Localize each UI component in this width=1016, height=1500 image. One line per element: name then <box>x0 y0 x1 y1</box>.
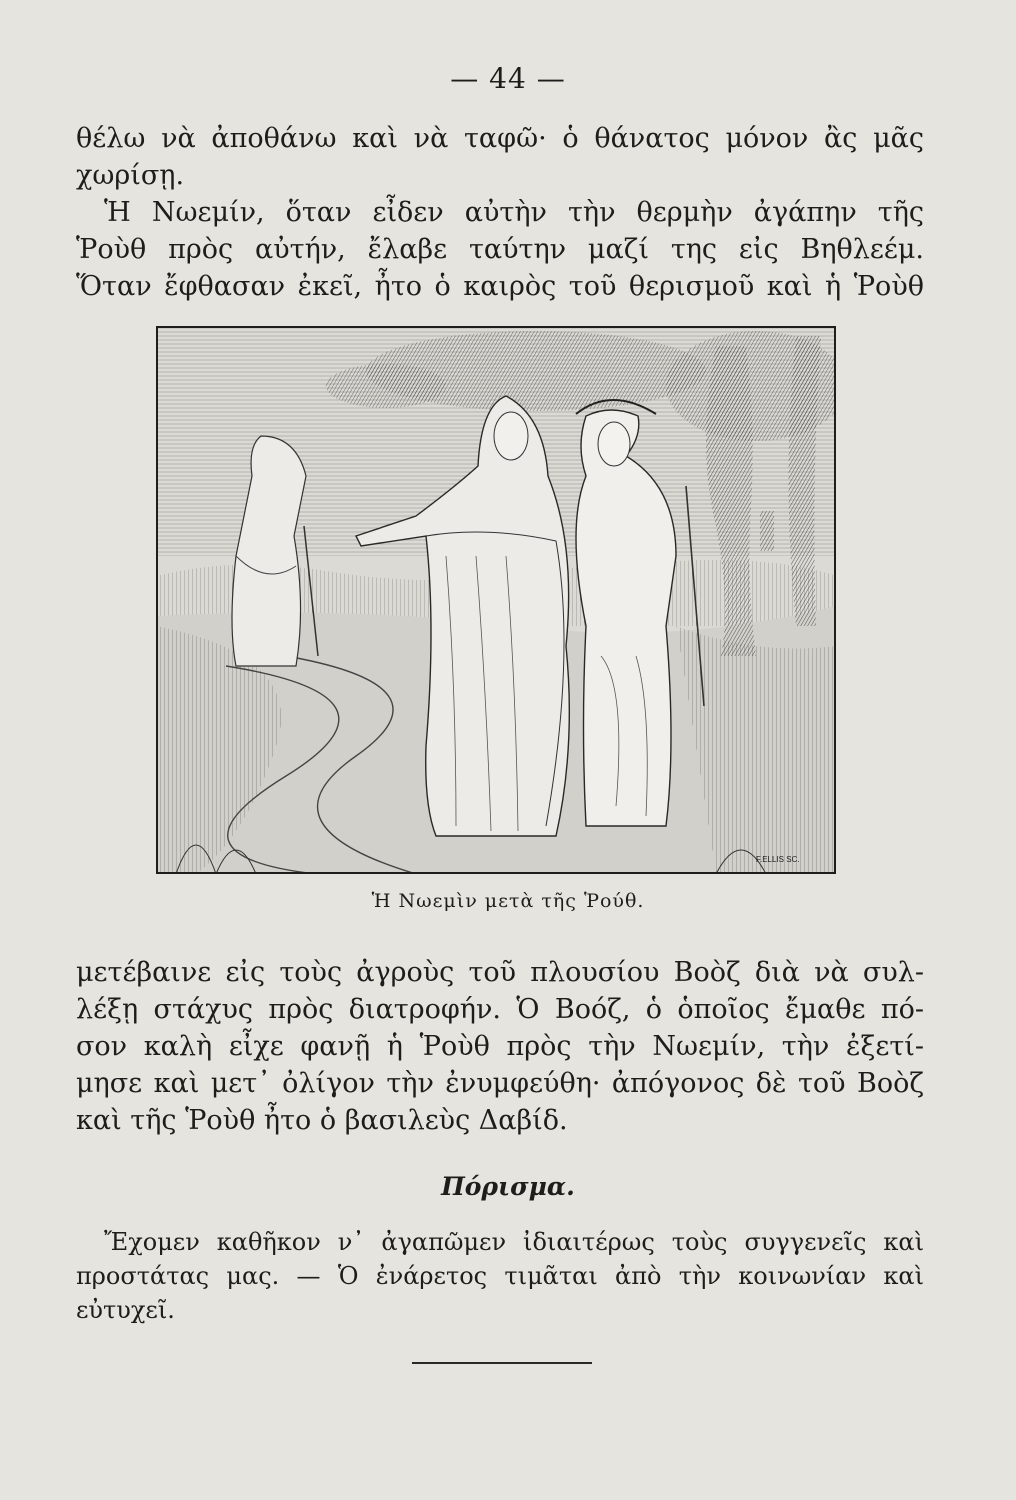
engraver-signature: F.ELLIS SC. <box>756 855 800 864</box>
engraving-illustration <box>156 326 836 874</box>
text-line: μετέβαινε εἰς τοὺς ἀγροὺς τοῦ πλουσίου Βοὸζ διὰ νὰ συλ- <box>76 957 924 988</box>
text-line: Ἔχομεν καθῆκον ν᾽ ἀγαπῶμεν ἰδιαιτέρως τοὺς συγγενεῖς καὶ <box>104 1228 924 1256</box>
text-line: θέλω νὰ ἀποθάνω καὶ νὰ ταφῶ· ὁ θάνατος μόνον ἂς μᾶς <box>76 123 924 154</box>
text-line: καὶ τῆς Ῥοὺθ ἦτο ὁ βασιλεὺς Δαβίδ. <box>76 1105 568 1136</box>
conclusion-heading: Πόρισμα. <box>441 1172 575 1201</box>
end-rule-divider <box>412 1362 592 1364</box>
text-line: προστάτας μας. — Ὁ ἐνάρετος τιμᾶται ἀπὸ τὴν κοινωνίαν καὶ <box>76 1262 924 1290</box>
conclusion-text <box>76 1225 924 1327</box>
page-number: — 44 — <box>450 62 566 95</box>
text-line: σον καλὴ εἶχε φανῇ ἡ Ῥοὺθ πρὸς τὴν Νωεμίν, τὴν ἐξετί- <box>76 1031 924 1062</box>
text-line: χωρίσῃ. <box>76 160 185 191</box>
text-line: Ῥοὺθ πρὸς αὐτήν, ἔλαβε ταύτην μαζί της εἰς Βηθλεέμ. <box>76 234 924 265</box>
text-line: μησε καὶ μετ᾽ ὀλίγον τὴν ἐνυμφεύθη· ἀπόγονος δὲ τοῦ Βοὸζ <box>76 1068 924 1099</box>
text-line: Ὅταν ἔφθασαν ἐκεῖ, ἦτο ὁ καιρὸς τοῦ θερισμοῦ καὶ ἡ Ῥοὺθ <box>76 271 924 302</box>
paragraph-middle <box>76 954 924 1139</box>
text-line: εὐτυχεῖ. <box>76 1296 175 1324</box>
text-line: λέξῃ στάχυς πρὸς διατροφήν. Ὁ Βοόζ, ὁ ὁποῖος ἔμαθε πό- <box>76 994 924 1025</box>
text-line: Ἡ Νωεμίν, ὅταν εἶδεν αὐτὴν τὴν θερμὴν ἀγάπην τῆς <box>104 197 924 228</box>
paragraph-top <box>76 120 924 305</box>
figure-caption: Ἡ Νωεμὶν μετὰ τῆς Ῥούθ. <box>371 890 645 912</box>
